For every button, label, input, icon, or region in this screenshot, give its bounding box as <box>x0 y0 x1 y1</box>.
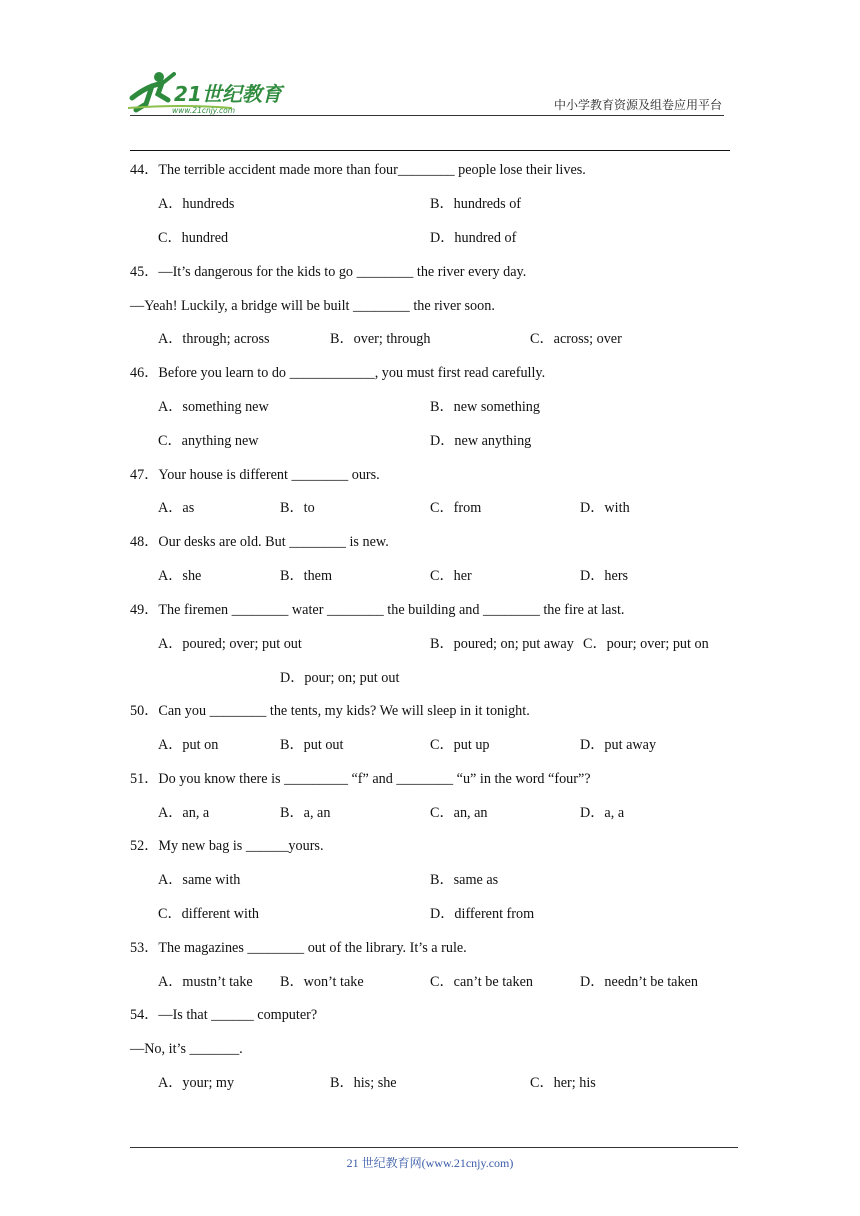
option: C．from <box>430 500 482 516</box>
option: C．can’t be taken <box>430 974 533 990</box>
option: C．across; over <box>530 331 622 347</box>
option: A．put on <box>158 737 219 753</box>
option: B．his; she <box>330 1075 397 1091</box>
option: B．to <box>280 500 315 516</box>
option: B．a, an <box>280 805 331 821</box>
option: D．different from <box>430 906 535 922</box>
option: D．new anything <box>430 433 532 449</box>
question-stem: 51．Do you know there is _________ “f” and ________ “u” in the word “four”? <box>130 771 591 787</box>
option: C．an, an <box>430 805 488 821</box>
option: A．an, a <box>158 805 210 821</box>
question-stem: 50．Can you ________ the tents, my kids? We will sleep in it tonight. <box>130 703 530 719</box>
option: D．hundred of <box>430 230 517 246</box>
option: A．hundreds <box>158 196 235 212</box>
option: D．a, a <box>580 805 625 821</box>
option: C．anything new <box>158 433 259 449</box>
option: D．needn’t be taken <box>580 974 698 990</box>
question-stem: 46．Before you learn to do ____________, you must first read carefully. <box>130 365 546 381</box>
option: A．through; across <box>158 331 270 347</box>
content-top-rule <box>130 150 730 151</box>
option: A．same with <box>158 872 241 888</box>
option: D．put away <box>580 737 657 753</box>
option: A．as <box>158 500 195 516</box>
option: C．different with <box>158 906 260 922</box>
svg-text:21世纪教育: 21世纪教育 <box>174 82 282 106</box>
option: C．her; his <box>530 1075 596 1091</box>
option: C．her <box>430 568 472 584</box>
question-stem-continued: —Yeah! Luckily, a bridge will be built ________ the river soon. <box>130 298 495 314</box>
option: A．she <box>158 568 202 584</box>
svg-text:www.21cnjy.com: www.21cnjy.com <box>172 106 236 115</box>
option: C．hundred <box>158 230 229 246</box>
question-stem: 44．The terrible accident made more than four________ people lose their lives. <box>130 162 586 178</box>
question-stem: 52．My new bag is ______yours. <box>130 838 324 854</box>
option: B．same as <box>430 872 499 888</box>
option: C．put up <box>430 737 490 753</box>
footer-site-link[interactable]: 21 世纪教育网(www.21cnjy.com) <box>346 1156 514 1170</box>
header-rule <box>130 115 724 116</box>
option: B．poured; on; put away <box>430 636 574 652</box>
option: A．poured; over; put out <box>158 636 302 652</box>
footer-rule <box>130 1147 738 1148</box>
question-stem: 54．—Is that ______ computer? <box>130 1007 318 1023</box>
option: B．hundreds of <box>430 196 522 212</box>
header-platform-name: 中小学教育资源及组卷应用平台 <box>553 98 722 112</box>
question-stem: 45．—It’s dangerous for the kids to go ________ the river every day. <box>130 264 527 280</box>
option: D．pour; on; put out <box>280 670 400 686</box>
option: B．won’t take <box>280 974 364 990</box>
option: B．put out <box>280 737 344 753</box>
option: D．hers <box>580 568 629 584</box>
option: A．mustn’t take <box>158 974 253 990</box>
option: B．over; through <box>330 331 431 347</box>
option: A．your; my <box>158 1075 235 1091</box>
option: A．something new <box>158 399 269 415</box>
option: C．pour; over; put on <box>583 636 709 652</box>
option: D．with <box>580 500 630 516</box>
site-logo <box>122 68 292 118</box>
question-stem: 47．Your house is different ________ ours. <box>130 467 380 483</box>
option: B．new something <box>430 399 540 415</box>
question-stem: 48．Our desks are old. But ________ is new. <box>130 534 389 550</box>
question-stem: 53．The magazines ________ out of the library. It’s a rule. <box>130 940 467 956</box>
option: B．them <box>280 568 333 584</box>
question-stem-continued: —No, it’s _______. <box>130 1041 243 1057</box>
question-stem: 49．The firemen ________ water ________ the building and ________ the fire at last. <box>130 602 625 618</box>
